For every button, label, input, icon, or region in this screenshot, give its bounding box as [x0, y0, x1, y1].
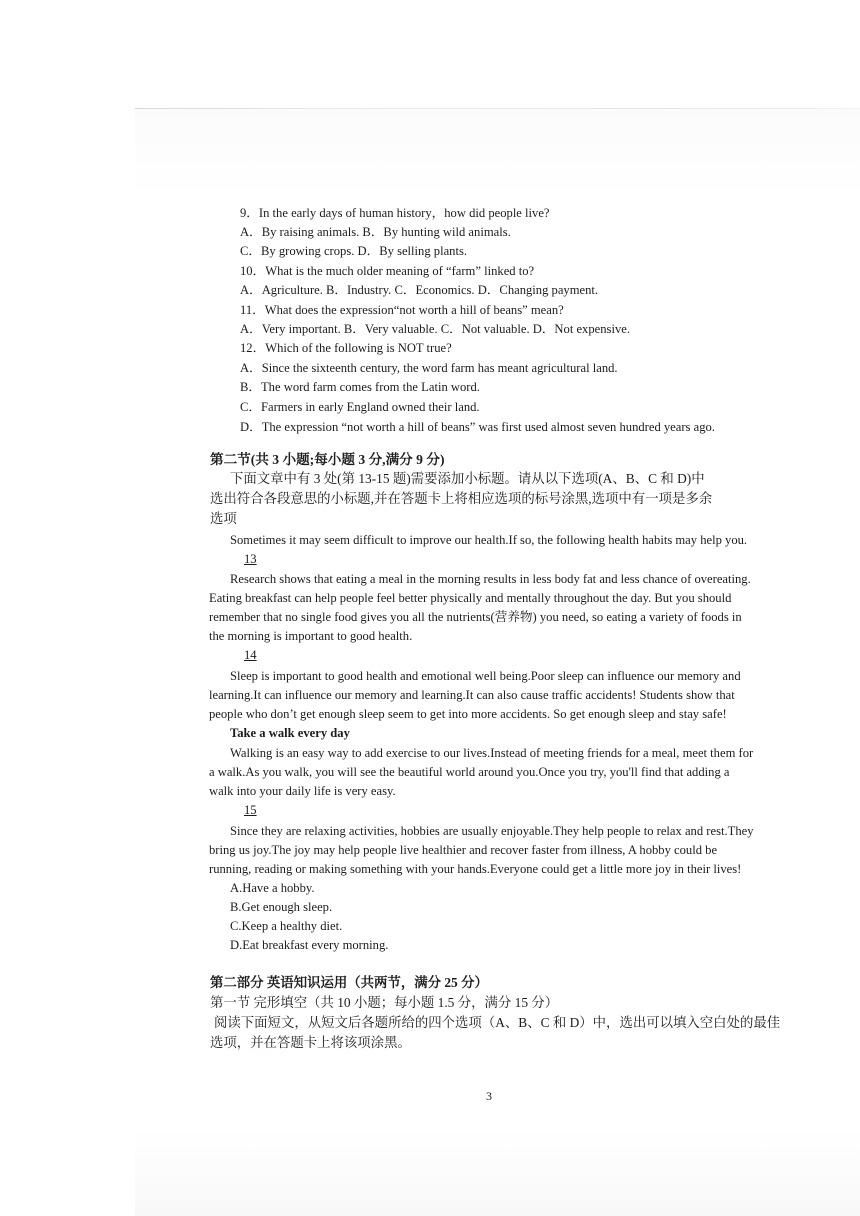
- para14-line3: people who don’t get enough sleep seem to get into more accidents. So get enough sleep and stay safe!: [209, 707, 727, 721]
- option-c: C.Keep a healthy diet.: [230, 919, 343, 933]
- part2-subheading: 第一节 完形填空（共 10 小题；每小题 1.5 分，满分 15 分）: [210, 995, 559, 1010]
- q12-option-d: D．The expression “not worth a hill of beans” was first used almost seven hundred years ago.: [240, 420, 715, 434]
- blank-13: [230, 551, 271, 567]
- para15-line2: bring us joy.The joy may help people live healthier and recover faster from illness, A hobby could be: [209, 843, 718, 857]
- page-number: 3: [486, 1089, 492, 1103]
- blank-14: [230, 647, 271, 663]
- section2-instruction-line2: 选出符合各段意思的小标题,并在答题卡上将相应选项的标号涂黑,选项中有一项是多余: [210, 491, 713, 506]
- section2-instruction-line1: 下面文章中有 3 处(第 13-15 题)需要添加小标题。请从以下选项(A、B、C 和 D)中: [230, 471, 705, 486]
- q12-option-a: A．Since the sixteenth century, the word farm has meant agricultural land.: [240, 361, 618, 375]
- q12-option-b: B．The word farm comes from the Latin word.: [240, 380, 480, 394]
- walk-heading: Take a walk every day: [230, 726, 350, 740]
- para13-line3: remember that no single food gives you all the nutrients(营养物) you need, so eating a variety of foods in: [209, 610, 742, 624]
- para13-line2: Eating breakfast can help people feel better physically and mentally throughout the day. But you should: [209, 591, 732, 605]
- q12-stem: 12．Which of the following is NOT true?: [240, 341, 452, 355]
- para-walk-line1: Walking is an easy way to add exercise to our lives.Instead of meeting friends for a meal, meet them for: [230, 746, 754, 760]
- part2-instruction-line1: 阅读下面短文，从短文后各题所给的四个选项（A、B、C 和 D）中，选出可以填入空白处的最佳: [214, 1015, 781, 1030]
- para15-line3: running, reading or making something with your hands.Everyone could get a little more joy in their lives!: [209, 862, 742, 876]
- q11-options: A．Very important. B．Very valuable. C．Not valuable. D．Not expensive.: [240, 322, 630, 336]
- section2-heading: 第二节(共 3 小题;每小题 3 分,满分 9 分): [210, 452, 445, 467]
- section2-instruction-line3: 选项: [210, 511, 237, 526]
- option-d: D.Eat breakfast every morning.: [230, 938, 389, 952]
- q9-options-ab: A．By raising animals. B．By hunting wild animals.: [240, 225, 511, 239]
- para-walk-line2: a walk.As you walk, you will see the beautiful world around you.Once you try, you'll find that adding a: [209, 765, 730, 779]
- part2-instruction-line2: 选项，并在答题卡上将该项涂黑。: [210, 1035, 411, 1050]
- passage-intro: Sometimes it may seem difficult to improve our health.If so, the following health habits may help you.: [230, 533, 748, 547]
- q10-options: A．Agriculture. B．Industry. C．Economics. D．Changing payment.: [240, 283, 599, 297]
- blank-14-number: 14: [244, 648, 257, 662]
- blank-15-number: 15: [244, 803, 257, 817]
- q9-stem: 9．In the early days of human history，how did people live?: [240, 206, 550, 220]
- q9-options-cd: C．By growing crops. D．By selling plants.: [240, 244, 468, 258]
- para15-line1: Since they are relaxing activities, hobbies are usually enjoyable.They help people to relax and rest.They: [230, 824, 754, 838]
- q11-stem: 11．What does the expression“not worth a hill of beans” mean?: [240, 303, 564, 317]
- option-a: A.Have a hobby.: [230, 881, 315, 895]
- option-b: B.Get enough sleep.: [230, 900, 333, 914]
- blank-15: [230, 802, 271, 818]
- para13-line1: Research shows that eating a meal in the morning results in less body fat and less chance of overeating.: [230, 572, 751, 586]
- q12-option-c: C．Farmers in early England owned their land.: [240, 400, 480, 414]
- para14-line1: Sleep is important to good health and emotional well being.Poor sleep can influence our memory and: [230, 669, 741, 683]
- blank-13-number: 13: [244, 552, 257, 566]
- part2-heading: 第二部分 英语知识运用（共两节，满分 25 分）: [210, 975, 488, 990]
- para-walk-line3: walk into your daily life is very easy.: [209, 784, 396, 798]
- q10-stem: 10．What is the much older meaning of “farm” linked to?: [240, 264, 535, 278]
- para14-line2: learning.It can influence our memory and learning.It can also cause traffic accidents! Students show that: [209, 688, 735, 702]
- para13-line4: the morning is important to good health.: [209, 629, 413, 643]
